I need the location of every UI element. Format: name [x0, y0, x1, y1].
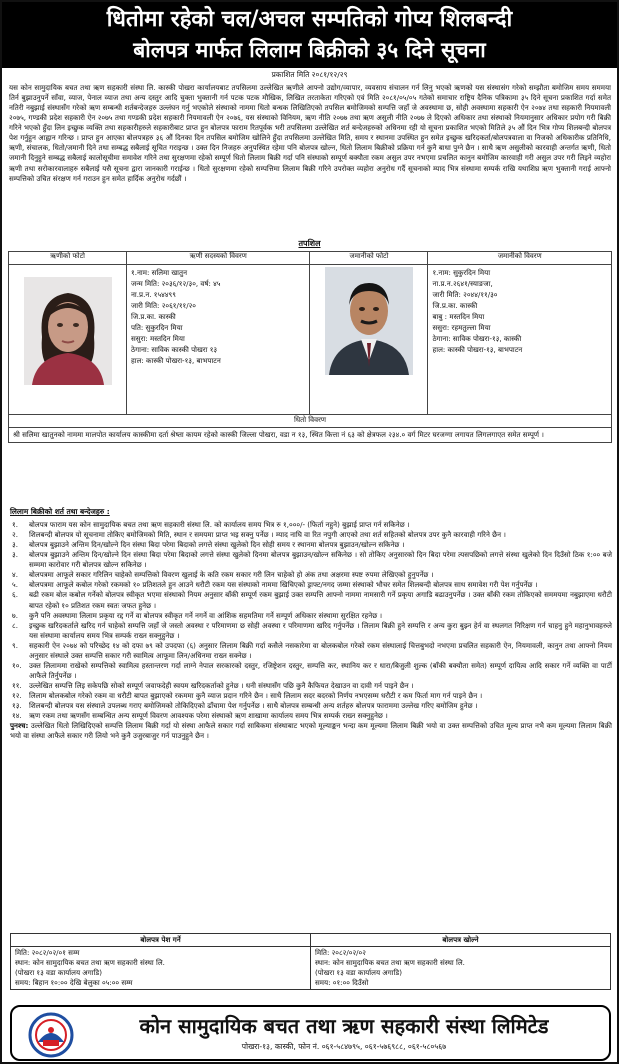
condition-number: ९.: [12, 640, 18, 650]
borrower-detail-line: हाल: कास्की पोखरा-१३, बाभपाटन: [131, 355, 221, 365]
postscript-label: पुनश्च:: [10, 721, 29, 731]
condition-number: ३.: [12, 540, 18, 550]
borrower-details: [127, 265, 310, 415]
condition-text: इच्छुक खरिदकर्ताले खरिद गर्न चाहेको सम्पत्ति जहाँ जे जस्तो अवस्था र परिमाणमा छ सोही अवस्था र परिमाणमा खरिद गर्नुपर्नेछ । लिलाम बिक्री हुने सम्पत्ति र अन्य कुरा बुझ्न हेर्न वा स्थलगत निरिक्षण गर्न चाहनु हुने महानुभावहरुले यस संस्थामा कार्यालय समय भित्र सम्पर्क राख्न सक्नुहुनेछ ।: [29, 620, 612, 640]
condition-number: १३.: [12, 701, 22, 711]
open-title: बोलपत्र खोल्ने: [311, 934, 611, 947]
open-place: स्थान: कोन सामुदायिक बचत तथा ऋण सहकारी संस्था लि.: [315, 958, 465, 968]
info-table: [8, 251, 612, 443]
condition-item: [10, 701, 612, 711]
borrower-detail-line: १.नाम: सलिमा खातुन: [131, 268, 188, 277]
condition-item: [10, 590, 612, 610]
condition-number: ७.: [12, 610, 18, 620]
condition-number: १०.: [12, 660, 22, 670]
condition-text: ऋण रकम तथा ऋणसँग सम्बन्धित अन्य सम्पूर्ण विवरण आवश्यक परेमा संस्थाको ऋण शाखामा कार्यालय समय भित्र सम्पर्क राख्न सक्नुहुनेछ ।: [29, 711, 388, 721]
condition-text: शिलबन्दी बोलपत्र यो सूचनामा तोकिए बमोजिमको मिति, स्थान र समयमा प्राप्त भइ सक्नु पर्नेछ । म्याद नाघि वा रित नपुगी आएको तथा शर्त सहितको बोलपत्र उपर कुनै कारवाही गरिने छैन ।: [29, 530, 506, 540]
condition-number: १२.: [12, 691, 22, 701]
header-guarantor-photo: जमानीको फोटो: [310, 252, 428, 265]
condition-text: बोलपत्र बुझाउने अन्तिम दिन/खोल्ने दिन संस्था बिदा परेमा बिदाको लगत्ते संस्था खुलेको दिन सोही समय र स्थानमा बोलपत्र बुझाउन/खोल्न सकिनेछ ।: [29, 540, 405, 550]
borrower-detail-line: ना.प्र.न. १५४४९९: [131, 289, 176, 299]
submit-time: समय: बिहान १०:०० देखि बेलुका ०५:०० सम्म: [15, 978, 133, 988]
condition-item: [10, 681, 612, 691]
condition-text: बोलपत्र फाराम यस कोन सामुदायिक बचत तथा ऋण सहकारी संस्था लि. को कार्यालय समय भित्र रु १,०००/- (फिर्ता नहुने) बुझाई प्राप्त गर्न सकिनेछ ।: [29, 520, 410, 529]
condition-number: ५.: [12, 580, 18, 590]
condition-text: उल्लेखित सम्पत्ति लिइ सकेपछि सोको सम्पूर्ण जवाफदेही स्वयम खरिदकर्ताको हुनेछ । धनी संस्थासँग पछि कुनै कैफियत देखाउन वा दावी गर्न पाइने छैन ।: [29, 681, 414, 690]
submit-details: [11, 947, 311, 990]
submit-place-note: (पोखरा १३ वडा कार्यालय अगाडि): [15, 968, 102, 978]
intro-paragraph: यस कोन सामुदायिक बचत तथा ऋण सहकारी संस्था लि. कास्की पोखरा कार्यालयबाट तपसिलमा उल्लेखित ऋणीले आफ्नो उद्योग/व्यापार, व्यवसाय संचालन गर्न लिनु भएको ऋणको यस संस्थासंग गरेको सम्झौता बमोजिम समय सममया तिर्न बुझाउनुपर्ने साँवा, व्याज, पेनाल व्याज तथा अन्य दस्तुर आदि चुक्ता भुक्तानी गर्न पटक पटक मौखिक, लिखित तरताकेता गरिएको एवं मिति २०८१/०५/०५ गतेको समाचार राष्ट्रिय दैनिक पत्रिकामा ३५ दिने सूचना प्रकाशित गर्दा समेत नतिरी नबुझाई संस्थासँग गरेको ऋण सम्बन्धी शर्तबन्देजहरु उल्लंघन गर्नु भएकोले संस्थाको नाममा धितो बन्धक लिखितिएको तपसिल बमोजिमको सम्पत्ति जहाँ जे अवस्थामा छ, सोही अवस्थामा सहकारी ऐन २०७४ तथा सहकारी नियमावली २०७५, गण्डकी प्रदेश सहकारी ऐन २०७५ तथा गण्डकी प्रदेश सहकारी नियमावली ऐन २०७६, यस संस्थाको विनियम, ऋण नीति २०७७ तथा ऋण असुली नीति २०७७ ले दिएको अधिकार तथा संस्थाको नियमानुसार अधिकार प्रयोग गरी बिक्री गरिने भएको हुँदा लिन इच्छुक व्यक्ति तथा सहकारीहरुले सहकारीबाट प्राप्त हुन बोलपत्र फाराम रितपूर्वक भरी तपसिलमा उल्लेखित शर्त बन्देजहरुको अधिनमा रही यो सूचना प्रकाशित भएको मितिले ३५ औं दिन भित्र गोप्य शिलबन्दी बोलपत्र पेश गर्नुहुन आह्वान गरिन्छ । प्राप्त हुन आएका बोलपत्रहरु ३६ औं दिनका दिन तपसिल बमोजिम खोलिने हुँदा तपसिलमा उल्लेखित मिति, समय र स्थानमा उपस्थित हुन समेत इच्छुक खरिदकर्ता/बोलपत्रवाला वा निजको अधिकारीक प्रतिनिधि, ऋणी, संचालक, धितो/जमानी दिने तथा सम्बद्ध सबैलाई सूचित गराइन्छ । उक्त दिन निजहरु अनुपस्थित रहेमा पनि बोलपत्र खोल्न, धितो लिलाम बिक्रीको प्रक्रिया गर्न कुनै बाधा पुग्ने छैन । साथै ऋण असुलीको कारवाही अन्तर्गत ऋणी, धितो जमानी दिनुहुने सम्बद्ध सबैलाई कालोसूचीमा समावेश गरिने तथा सुरक्षणमा रहेको सम्पूर्ण धितो लिलाम बिक्री गर्दा पनि संस्थाको सम्पूर्ण बक्यौता रकम असुल उपर नभएमा प्रचलित कानुन बमोजिम कारवाही गरी असुल उपर गरी लिइने व्यहोरा ऋणी तथा सरोकारवालाहरु सबैलाई यसै सूचना द्वारा जानकारी गराईन्छ । धितो सुरक्षणमा रहेको सम्पत्तिमा लिलाम बिक्री गरिने उपरोक्त व्यहोरा अनुरोध गर्दै सूचनाको म्याद भित्र संस्थामा सम्पर्क राखि यथाशिघ्र ऋण भुक्तानी गराई आफ्नो सम्पत्तिको उचित संरक्षण गर्न गराउन हुन समेत हार्दिक अनुरोध गर्दछौं ।: [9, 83, 611, 183]
footer-box: [10, 1005, 611, 1061]
condition-number: १.: [12, 520, 18, 529]
condition-number: ६.: [12, 590, 18, 600]
schedule-table: [10, 933, 611, 990]
condition-text: शिलबन्दी बोलपत्र यस संस्थाले उपलब्ध गराए बमोजिमको तोकिदिएको ढाँचामा पेश गर्नुपर्नेछ । साथै बोलपत्र सम्बन्धी अन्य शर्तहरु बोलपत्र फाराममा उल्लेख गरिए बमोजिम हुनेछ ।: [29, 701, 478, 711]
guarantor-detail-line: हाल: कास्की पोखरा-१३, बाभपाटन: [432, 344, 523, 354]
borrower-detail-line: जारी मिति: २०६१/११/२०: [131, 300, 196, 310]
guarantor-detail-line: ठेगाना: साविक पोखरा-१३, कास्की: [432, 333, 522, 343]
organization-address: पोखरा-१३, कास्की, फोन नं. ०६१-५८४७९५, ०६१-५७६९८८, ०६१-५८०५६७: [241, 1042, 447, 1051]
guarantor-photo-cell: [310, 265, 428, 415]
condition-number: १४.: [12, 711, 22, 721]
publish-date: प्रकाशित मिति २०८१/१२/२९: [271, 70, 348, 79]
header-title-line2: बोलपत्र मार्फत लिलाम बिक्रीको ३५ दिने सूचना: [133, 38, 486, 62]
guarantor-detail-line: जारी मिति: २०४४/११/३०: [432, 289, 498, 299]
collateral-title: धितो विवरण: [9, 415, 612, 428]
conditions-heading: लिलाम बिक्रीको शर्त तथा बन्देजहरु :: [10, 507, 110, 516]
condition-text: बोलपत्रमा आफूले कबोल गरेको रकमको १० प्रतिशतले हुन आउने धरौटी रकम यस संस्थाको नाममा खिचिएको ड्राफ्ट/नगद जम्मा संस्थाको भौचर समेत शिलबन्दी बोलपत्र साथ समावेश गरी पेश गर्नुपर्नेछ ।: [29, 580, 538, 590]
guarantor-details: [428, 265, 612, 415]
guarantor-detail-line: जि.प्र.का. कास्की: [432, 300, 478, 310]
guarantor-detail-line: ना.प्र.न.२६४१/स्याङजा,: [432, 278, 493, 288]
condition-item: [10, 661, 612, 681]
open-details: [311, 947, 611, 990]
conditions-list: [10, 520, 612, 741]
condition-text: बोलपत्रमा आफूले सकार गरिलिन चाहेको सम्पत्तिको विवरण खुलाई के कति रकम सकार गरी लिन चाहेको हो अंक तथा अक्षरमा स्पष्ट रुपमा लेखिएको हुनुपर्नेछ ।: [29, 570, 434, 580]
header-borrower-details: ऋणी सदस्यको विवरण: [127, 252, 310, 265]
submit-date: मिति: २०८२/०२/०१ सम्म: [15, 948, 80, 958]
borrower-detail-line: पति: सुकुरदिन मिया: [131, 322, 183, 332]
condition-item: [10, 580, 612, 590]
organization-name: कोन सामुदायिक बचत तथा ऋण सहकारी संस्था लिमिटेड: [139, 1014, 549, 1038]
condition-text: कुनै पनि अवस्थामा लिलाम प्रकृया रद्द गर्ने वा बोलपत्र स्वीकृत गर्ने नगर्ने वा आंशिक सहमतिमा गर्ने सम्पूर्ण अधिकार संस्थामा सुरक्षित रहनेछ ।: [29, 610, 383, 620]
postscript-text: उल्लेखित धितो लिखिदिएको सम्पत्ति लिलाम बिक्री गर्दा यो संस्था आफैले सकार गर्दा साबिकमा संस्थाबाट भएको मूल्याङ्कन भन्दा कम मूल्यमा लिलाम बिक्री भयो वा उक्त सम्पत्तिको उचित मूल्य प्राप्त नभै कम मूल्यमा लिलाम बिक्री भयो वा संस्था आफैले सकार गरी लियो भने कुनै उजुरबाजुर गर्न पाउनुहुने छैन ।: [10, 721, 612, 741]
condition-number: ८.: [12, 620, 18, 630]
condition-number: ४.: [12, 570, 18, 580]
condition-item: [10, 540, 612, 550]
condition-item: [10, 520, 612, 530]
condition-number: ३.: [12, 550, 18, 560]
cooperative-logo-icon: [28, 1012, 74, 1058]
collateral-description: श्री सलिमा खातुनको नाममा मालपोत कार्यालय कास्कीमा दर्ता श्रेष्ता कायम रहेको कास्की जिल्ला पोखरा, वडा न १३, स्थित कित्ता नं ६३ को क्षेत्रफल २३४.० वर्ग मिटर घरजग्गा लगायत लिगलगाएत समेत सम्पूर्ण ।: [9, 428, 612, 443]
condition-item: [10, 611, 612, 621]
notice-header: [2, 2, 617, 68]
postscript: [10, 721, 612, 741]
guarantor-photo: [325, 267, 413, 375]
submit-place: स्थान: कोन सामुदायिक बचत तथा ऋण सहकारी संस्था लि.: [15, 958, 165, 968]
condition-number: ११.: [12, 681, 22, 690]
condition-item: [10, 641, 612, 661]
header-title-line1: धितोमा रहेको चल/अचल सम्पतिको गोप्य शिलबन्दी: [106, 7, 513, 32]
open-place-note: (पोखरा १३ वडा कार्यालय अगाडि): [315, 968, 402, 978]
condition-item: [10, 530, 612, 540]
condition-item: [10, 621, 612, 641]
borrower-photo: [24, 277, 112, 385]
borrower-photo-cell: [9, 265, 127, 415]
condition-item: [10, 550, 612, 570]
borrower-detail-line: ससुरा: मस्तदिन मिया: [131, 333, 185, 343]
condition-item: [10, 711, 612, 721]
condition-text: सहकारी ऐन २०७४ को परिच्छेद १४ को दफा ७९ को उपदफा (६) अनुसार लिलाम बिक्री गर्दा कसैले नसकारेमा वा बोलकबोल गरेको रकम संस्थालाई चित्तबुभदो नभएमा प्रचलित सहकारी ऐन, नियमावली, कानुन तथा आफ्नो नियम अनुसार संस्थाले उक्त सम्पत्ति सकार गरी स्वामित्व आफूमा लिन/अधिनमा राख्न सक्नेछ ।: [29, 640, 612, 660]
condition-number: २.: [12, 530, 18, 540]
open-time: समय: ०१:०० दिउँसो: [315, 978, 369, 988]
guarantor-detail-line: ससुरा: रहमतुल्ला मिया: [432, 322, 491, 332]
condition-text: उक्त लिलाममा राखेको सम्पत्तिको स्वामित्व हस्तान्तरण गर्दा लाग्ने नेपाल सरकारको दस्तुर, रजिष्ट्रेशन दस्तुर, सम्पत्ति कर, स्थानिय कर र धारा/बिजुली शुल्क (बाँकी बक्यौता समेत) सम्पूर्ण दायित्व आदि सकार गर्ने व्यक्ति वा पार्टी आफैले तिर्नुपर्नेछ ।: [29, 660, 612, 680]
submit-title: बोलपत्र पेश गर्ने: [11, 934, 311, 947]
borrower-detail-line: जन्म मिति: २०३६/१२/३०, वर्ष: ४५: [131, 278, 221, 288]
borrower-detail-line: जि.प्र.का. कास्की: [131, 311, 176, 321]
open-date: मिति: २०८२/०२/०२: [315, 948, 366, 958]
condition-text: बोलपत्र बुझाउने अन्तिम दिन/खोल्ने दिन संस्था बिदा परेमा बिदाको लगत्ते संस्था खुलेको दिनमा बोलपत्र बुझाउन/खोल्न सकिनेछ । सो तोकिए अनुसारको दिन बिदा परेमा त्यसपछिको लगत्ते संस्था खुलेको दिन दिउँसो ठिक १:०० बजे सम्ममा कारोवार गरी बोलपत्र खोल्न सकिनेछ ।: [29, 550, 612, 570]
tafsil-heading: तपशिल: [298, 239, 321, 248]
header-borrower-photo: ऋणीको फोटो: [9, 252, 127, 265]
header-guarantor-details: जमानीको विवरण: [428, 252, 612, 265]
condition-text: लिलाम बोलकबोल गरेको रकम वा धरौटी बापत बुझाएको रकममा कुनै व्याज प्रदान गरिने छैन । साथै लिलाम सदर बदरको निर्णय नभएसम्म धरौटी र कम फिर्ता माग गर्न पाइने छैन ।: [29, 691, 483, 701]
condition-item: [10, 570, 612, 580]
condition-text: बढी रकम बोल कबोल गर्नेको बोलपत्र स्वीकृत भएमा संस्थाको नियम अनुसार बाँकी सम्पूर्ण रकम बुझाई उक्त सम्पत्ति आफ्नो नाममा नामसारी गर्ने प्रकृया अगाडि बढाउनुपर्नेछ । उक्त बाँकी रकम तोकिएको सममयमा नबुझाएमा धरौटी बापत रहेको १० प्रतिशत रकम स्वतः जफत हुनेछ ।: [29, 590, 612, 610]
condition-item: [10, 691, 612, 701]
borrower-detail-line: ठेगाना: साविक कास्की पोखरा १३: [131, 344, 218, 354]
guarantor-detail-line: बाबु : मस्तदिन मिया: [432, 311, 485, 321]
guarantor-detail-line: १.नाम: सुकुरदिन मिया: [432, 268, 491, 277]
